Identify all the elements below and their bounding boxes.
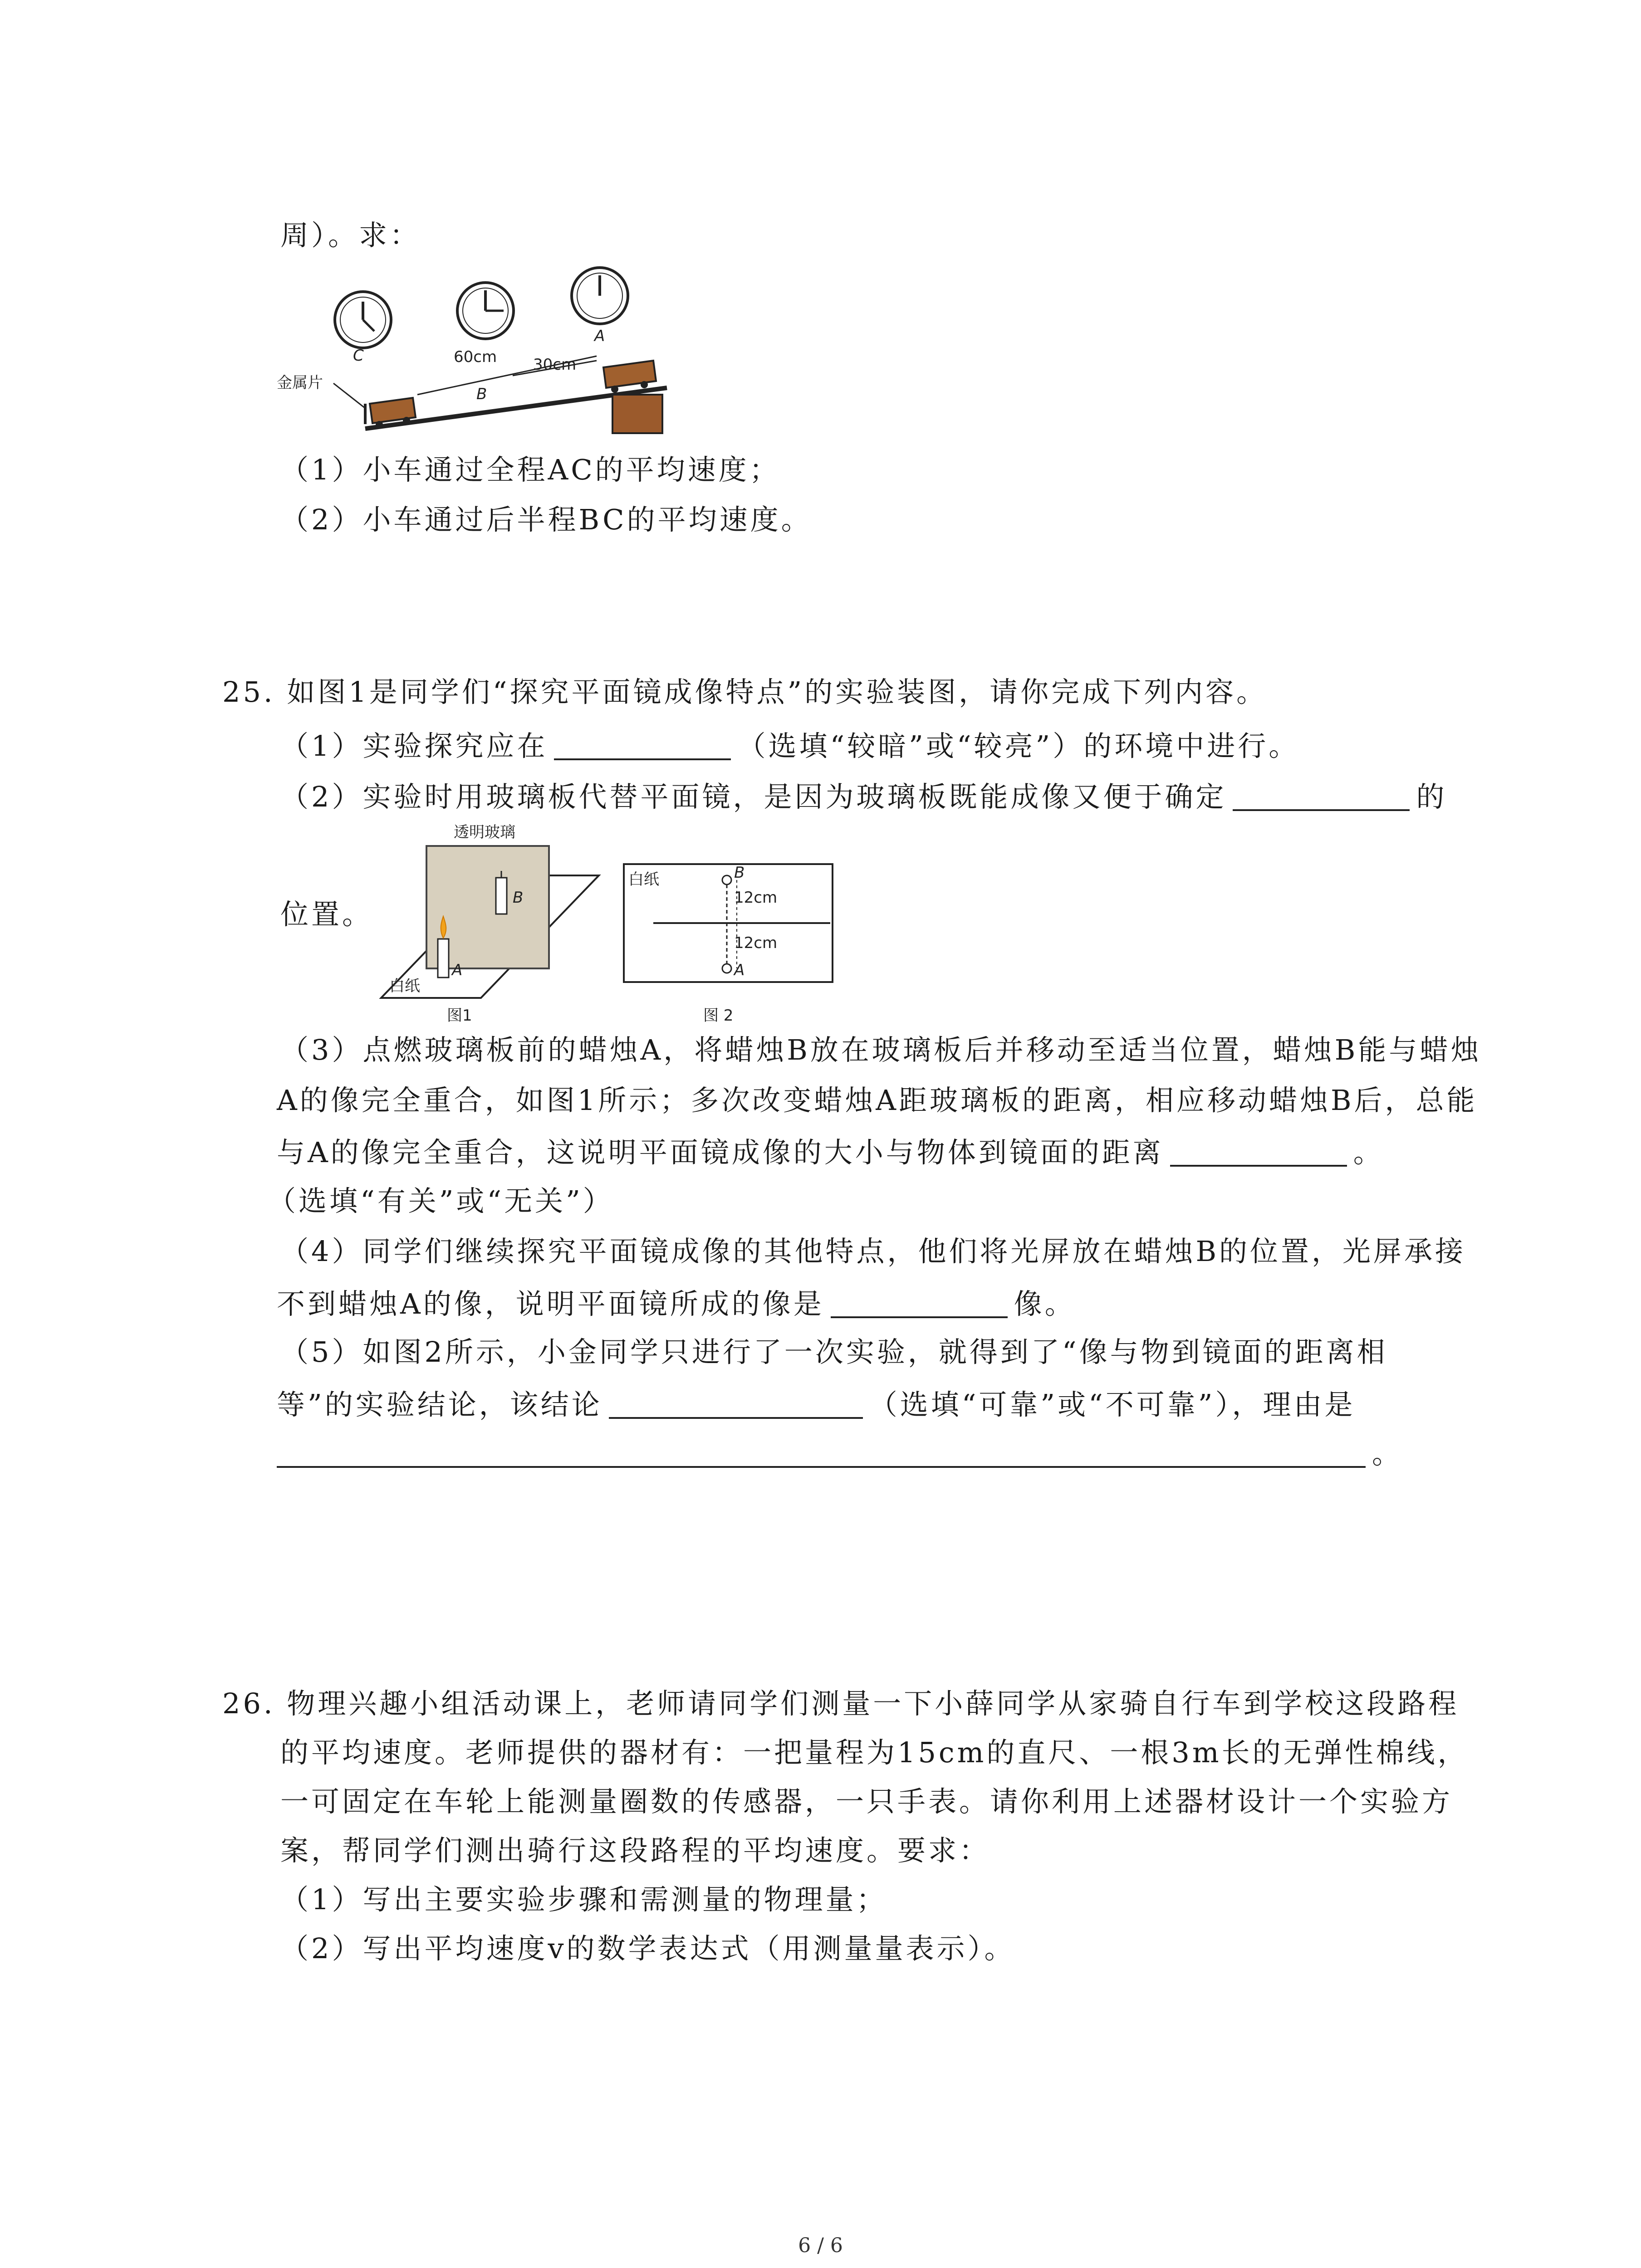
- clock-a-icon: [572, 268, 628, 324]
- fig1-a-label: A: [452, 961, 463, 979]
- label-60cm: 60cm: [454, 348, 497, 366]
- q26-line-5: （1）写出主要实验步骤和需测量的物理量；: [280, 1883, 887, 1916]
- q25-p5-blank-2[interactable]: [277, 1438, 1366, 1468]
- q26-line-1: 26. 物理兴趣小组活动课上，老师请同学们测量一下小薛同学从家骑自行车到学校这段路程: [222, 1687, 1460, 1720]
- label-c: C: [353, 347, 364, 365]
- q25-part-5-line-3: [277, 1438, 1403, 1468]
- q25-part-2-cont: 位置。: [280, 898, 373, 931]
- q25-part-3-line-4: （选填“有关”或“无关”）: [268, 1184, 614, 1217]
- q25-p1-text-a: （1）实验探究应在: [280, 729, 548, 763]
- q25-part-3-line-1: （3）点燃玻璃板前的蜡烛A，将蜡烛B放在玻璃板后并移动至适当位置，蜡烛B能与蜡烛: [280, 1033, 1482, 1066]
- q25-part-3-line-3: [277, 1137, 1384, 1167]
- q25-figure-1: [363, 821, 617, 1025]
- clock-b-icon: [457, 283, 514, 339]
- q25-part-2: [280, 781, 1447, 811]
- fig1-paper-label: 白纸: [389, 977, 420, 995]
- q25-p4-blank[interactable]: [831, 1288, 1008, 1318]
- label-a: A: [594, 327, 605, 345]
- q24-part-2: （2）小车通过后半程BC的平均速度。: [280, 503, 812, 536]
- q25-part-4-line-2: [277, 1288, 1076, 1318]
- q25-part-5-line-2: [277, 1389, 1356, 1419]
- q26-line-6: （2）写出平均速度v的数学表达式（用测量量表示）。: [280, 1932, 1015, 1965]
- q25-stem: 25. 如图1是同学们“探究平面镜成像特点”的实验装图，请你完成下列内容。: [222, 675, 1268, 709]
- q25-part-5-line-1: （5）如图2所示，小金同学只进行了一次实验，就得到了“像与物到镜面的距离相: [280, 1335, 1388, 1369]
- fig2-b-label: B: [734, 864, 745, 882]
- fig2-paper-label: 白纸: [628, 870, 659, 889]
- q25-p3-text-b: 。: [1353, 1136, 1384, 1169]
- q25-part-3-line-2: A的像完全重合，如图1所示；多次改变蜡烛A距玻璃板的距离，相应移动蜡烛B后，总能: [277, 1084, 1478, 1117]
- fig1-glass-label: 透明玻璃: [454, 823, 515, 841]
- car-top-icon: [603, 361, 656, 393]
- label-metal: 金属片: [277, 374, 323, 392]
- q25-p4-text-b: 像。: [1014, 1287, 1076, 1320]
- q25-p5-text-c: 。: [1372, 1437, 1403, 1470]
- fig2-a-label: A: [734, 961, 745, 979]
- q25-part-1: [280, 729, 1300, 763]
- q24-incline-figure: [277, 259, 685, 440]
- q25-p2-text-a: （2）实验时用玻璃板代替平面镜，是因为玻璃板既能成像又便于确定: [280, 780, 1227, 813]
- q25-p5-text-b: （选填“可靠”或“不可靠”），理由是: [869, 1388, 1356, 1421]
- q24-intro-tail: 周）。求：: [280, 219, 421, 252]
- q25-p1-text-b: （选填“较暗”或“较亮”）的环境中进行。: [737, 729, 1300, 763]
- q25-figure-2: [622, 862, 839, 1025]
- label-b: B: [476, 385, 487, 403]
- q25-p3-text-a: 与A的像完全重合，这说明平面镜成像的大小与物体到镜面的距离: [277, 1136, 1164, 1169]
- label-30cm: 30cm: [533, 356, 577, 374]
- q25-p5-blank-1[interactable]: [609, 1389, 863, 1419]
- fig2-caption: 图 2: [703, 1007, 734, 1025]
- q26-line-2: 的平均速度。老师提供的器材有：一把量程为15cm的直尺、一根3m长的无弹性棉线，: [280, 1736, 1469, 1769]
- fig1-caption: 图1: [447, 1007, 472, 1025]
- fig1-b-label: B: [513, 889, 524, 907]
- q25-part-4-line-1: （4）同学们继续探究平面镜成像的其他特点，他们将光屏放在蜡烛B的位置，光屏承接: [280, 1235, 1466, 1268]
- page-number: 6 / 6: [798, 2234, 843, 2257]
- q25-p2-text-b: 的: [1416, 780, 1447, 813]
- q24-part-1: （1）小车通过全程AC的平均速度；: [280, 453, 780, 486]
- q26-line-4: 案，帮同学们测出骑行这段路程的平均速度。要求：: [280, 1834, 990, 1867]
- q26-line-3: 一可固定在车轮上能测量圈数的传感器，一只手表。请你利用上述器材设计一个实验方: [280, 1785, 1453, 1818]
- fig2-d2-label: 12cm: [734, 934, 778, 952]
- q25-p3-blank[interactable]: [1170, 1137, 1347, 1167]
- q25-p4-text-a: 不到蜡烛A的像，说明平面镜所成的像是: [277, 1287, 824, 1320]
- clock-c-icon: [335, 292, 391, 348]
- q25-p2-blank[interactable]: [1233, 781, 1410, 811]
- fig2-d1-label: 12cm: [734, 889, 778, 907]
- q25-p1-blank[interactable]: [554, 730, 731, 760]
- q25-p5-text-a: 等”的实验结论，该结论: [277, 1388, 603, 1421]
